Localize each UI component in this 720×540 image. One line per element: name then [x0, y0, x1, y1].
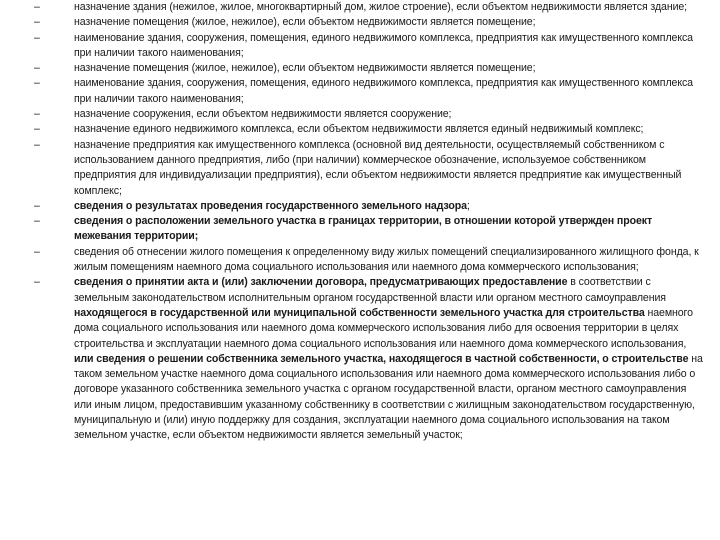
text-segment: наименование здания, сооружения, помещения, единого недвижимого комплекса, предприятия как имущественного комплекса при наличии такого наименования;	[74, 77, 693, 105]
list-item-text	[74, 200, 470, 212]
text-segment: назначение предприятия как имущественного комплекса (основной вид деятельности, осуществляемый собственником с использованием данного предприятия, либо (при наличии) коммерческое обозначение, используемое собственником предприятия для индивидуализации предприятия), если объектом недвижимости является предприятие как имущественный комплекс;	[74, 138, 682, 197]
list-item-text	[74, 139, 681, 197]
list-dash-marker: –	[34, 276, 40, 289]
list-item-text	[74, 123, 643, 135]
text-segment: назначение сооружения, если объектом недвижимости является сооружение;	[74, 108, 452, 121]
text-segment: назначение помещения (жилое, нежилое), если объектом недвижимости является помещение;	[74, 16, 536, 29]
list-item	[0, 76, 720, 107]
list-item-text	[74, 215, 652, 242]
list-item	[0, 245, 720, 276]
bold-text-segment: сведения о результатах проведения государственного земельного надзора	[74, 199, 467, 212]
list-dash-marker: –	[34, 245, 40, 258]
text-segment: наименование здания, сооружения, помещения, единого недвижимого комплекса, предприятия как имущественного комплекса при наличии такого наименования;	[74, 31, 693, 59]
bold-text-segment: сведения о принятии акта и (или) заключении договора, предусматривающих предоставление	[74, 276, 568, 289]
text-segment: назначение помещения (жилое, нежилое), если объектом недвижимости является помещение;	[74, 62, 536, 75]
list-item	[0, 138, 720, 199]
list-item-text	[74, 276, 703, 441]
list-item	[0, 107, 720, 122]
list-item	[0, 61, 720, 76]
list-item-text	[74, 32, 693, 59]
list-dash-marker: –	[34, 215, 40, 228]
list-item	[0, 214, 720, 245]
list-item-text	[74, 1, 687, 13]
list-item	[0, 15, 720, 30]
list-dash-marker: –	[34, 108, 40, 121]
text-segment: назначение здания (нежилое, жилое, многоквартирный дом, жилое строение), если объектом недвижимости является здание;	[74, 1, 688, 13]
list-dash-marker: –	[34, 16, 40, 29]
list-item	[0, 31, 720, 62]
list-dash-marker: –	[34, 1, 40, 13]
list-item	[0, 122, 720, 137]
list-item-text	[74, 246, 699, 273]
list-dash-marker: –	[34, 123, 40, 136]
text-segment: на таком земельном участке наемного дома социального использования или наемного дома коммерческого использования либо о договоре указанного собственника земельного участка с органом государственной власти, органом местного самоуправления или иным лицом, предоставившим указанному собственнику в соответствии с жилищным законодательством государственную, муниципальную и (или) иную поддержку для создания, эксплуатации наемного дома социального использования на таком земельном участке, если объектом недвижимости является земельный участок;	[74, 352, 703, 442]
list-dash-marker: –	[34, 199, 40, 212]
text-segment: в соответствии с земельным законодательством исполнительным органом государственной власти или органом местного самоуправления	[74, 276, 666, 304]
list-item	[0, 199, 720, 214]
list-item-text	[74, 77, 693, 104]
list-item	[0, 275, 720, 443]
bold-text-segment: находящегося в государственной или муниципальной собственности земельного участка для строительства	[74, 306, 645, 319]
text-segment: назначение единого недвижимого комплекса, если объектом недвижимости является единый недвижимый комплекс;	[74, 123, 644, 136]
list-item-text	[74, 108, 451, 120]
text-segment: наемного дома социального использования или наемного дома коммерческого использования либо для освоения территории в целях строительства и эксплуатации наемного дома социального использования или наемного дома коммерческого использования,	[74, 306, 693, 350]
list-item-text	[74, 16, 535, 28]
list-dash-marker: –	[34, 31, 40, 44]
list-item-text	[74, 62, 535, 74]
text-segment: ;	[466, 199, 470, 212]
list-dash-marker: –	[34, 62, 40, 75]
bold-text-segment: или сведения о решении собственника земельного участка, находящегося в частной собственности, о строительстве	[74, 352, 689, 365]
list-item	[0, 0, 720, 15]
text-segment: сведения об отнесении жилого помещения к определенному виду жилых помещений специализированного жилищного фонда, к жилым помещениям наемного дома социального использования или наемного дома коммерческого использования;	[74, 245, 699, 274]
list-dash-marker: –	[34, 138, 40, 151]
list-dash-marker: –	[34, 77, 40, 90]
bold-text-segment: сведения о расположении земельного участка в границах территории, в отношении которой утвержден проект межевания территории;	[74, 215, 653, 243]
